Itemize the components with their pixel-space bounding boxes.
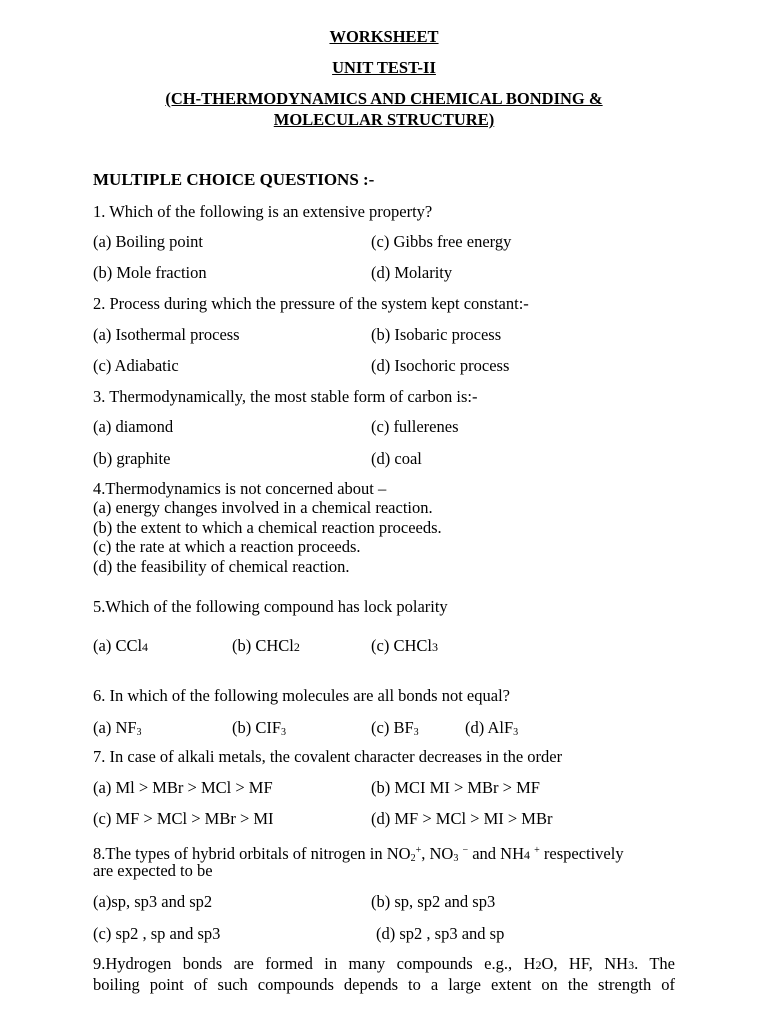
q7-option-c: (c) MF > MCl > MBr > MI (93, 809, 274, 828)
q6-option-b: (b) $CIF_3$ (232, 718, 287, 738)
q3-option-c: (c) fullerenes (371, 417, 459, 436)
q7-option-b: (b) MCI MI > MBr > MF (371, 778, 540, 797)
q7-option-a: (a) Ml > MBr > MCl > MF (93, 778, 273, 797)
question-1: 1. Which of the following is an extensive property? (93, 202, 433, 221)
q3-option-d: (d) coal (371, 449, 422, 468)
q3-option-b: (b) graphite (93, 449, 171, 468)
q1-option-b: (b) Mole fraction (93, 263, 207, 282)
chapters-line-1: (CH-THERMODYNAMICS AND CHEMICAL BONDING & (165, 89, 603, 108)
q1-option-d: (d) Molarity (371, 263, 453, 282)
worksheet-title: WORKSHEET (329, 27, 439, 46)
q1-option-a: (a) Boiling point (93, 232, 203, 251)
question-9: 9.Hydrogen bonds are formed in many compounds e.g., H2O, HF, NH3. The (93, 954, 675, 973)
question-4: 4.Thermodynamics is not concerned about – (93, 479, 387, 498)
q2-option-a: (a) Isothermal process (93, 325, 240, 344)
q2-option-c: (c) Adiabatic (93, 356, 179, 375)
q4-option-a: (a) energy changes involved in a chemical reaction. (93, 498, 433, 517)
q8-option-a: (a)sp, sp3 and sp2 (93, 892, 213, 911)
q6-option-c: (c) $BF_3$ (371, 718, 419, 738)
question-5: 5.Which of the following compound has lock polarity (93, 597, 448, 616)
q5-option-b: (b) CHCl2 (232, 636, 300, 655)
q3-option-a: (a) diamond (93, 417, 174, 436)
question-2: 2. Process during which the pressure of the system kept constant:- (93, 294, 529, 313)
q4-option-d: (d) the feasibility of chemical reaction. (93, 557, 350, 576)
q2-option-d: (d) Isochoric process (371, 356, 510, 375)
q8-option-c: (c) sp2 , sp and sp3 (93, 924, 221, 943)
q4-option-c: (c) the rate at which a reaction proceeds. (93, 537, 361, 556)
q6-option-a: (a) $NF_3$ (93, 718, 142, 738)
q6-option-d: (d) AlF$_3$ (465, 718, 519, 738)
unit-test-title: UNIT TEST-II (332, 58, 436, 77)
question-9-line-2: boiling point of such compounds depends to a large extent on the strength of (93, 975, 675, 994)
q2-option-b: (b) Isobaric process (371, 325, 502, 344)
q7-option-d: (d) MF > MCl > MI > MBr (371, 809, 553, 828)
question-3: 3. Thermodynamically, the most stable form of carbon is:- (93, 387, 478, 406)
q5-option-a: (a) CCl4 (93, 636, 149, 655)
q5-option-c: (c) CHCl3 (371, 636, 438, 655)
q1-option-c: (c) Gibbs free energy (371, 232, 512, 251)
question-8: 8.The types of hybrid orbitals of nitrogen in $NO_2^+$, $NO_3$ − and NH4 + respectively (93, 844, 624, 864)
q8-option-d: (d) sp2 , sp3 and sp (376, 924, 505, 943)
chapters-line-2: MOLECULAR STRUCTURE) (273, 110, 495, 129)
q4-option-b: (b) the extent to which a chemical reaction proceeds. (93, 518, 442, 537)
question-7: 7. In case of alkali metals, the covalent character decreases in the order (93, 747, 563, 766)
question-8-line-2: are expected to be (93, 861, 213, 880)
q8-option-b: (b) sp, sp2 and sp3 (371, 892, 496, 911)
question-6: 6. In which of the following molecules are all bonds not equal? (93, 686, 510, 705)
section-title: MULTIPLE CHOICE QUESTIONS :- (93, 170, 375, 189)
